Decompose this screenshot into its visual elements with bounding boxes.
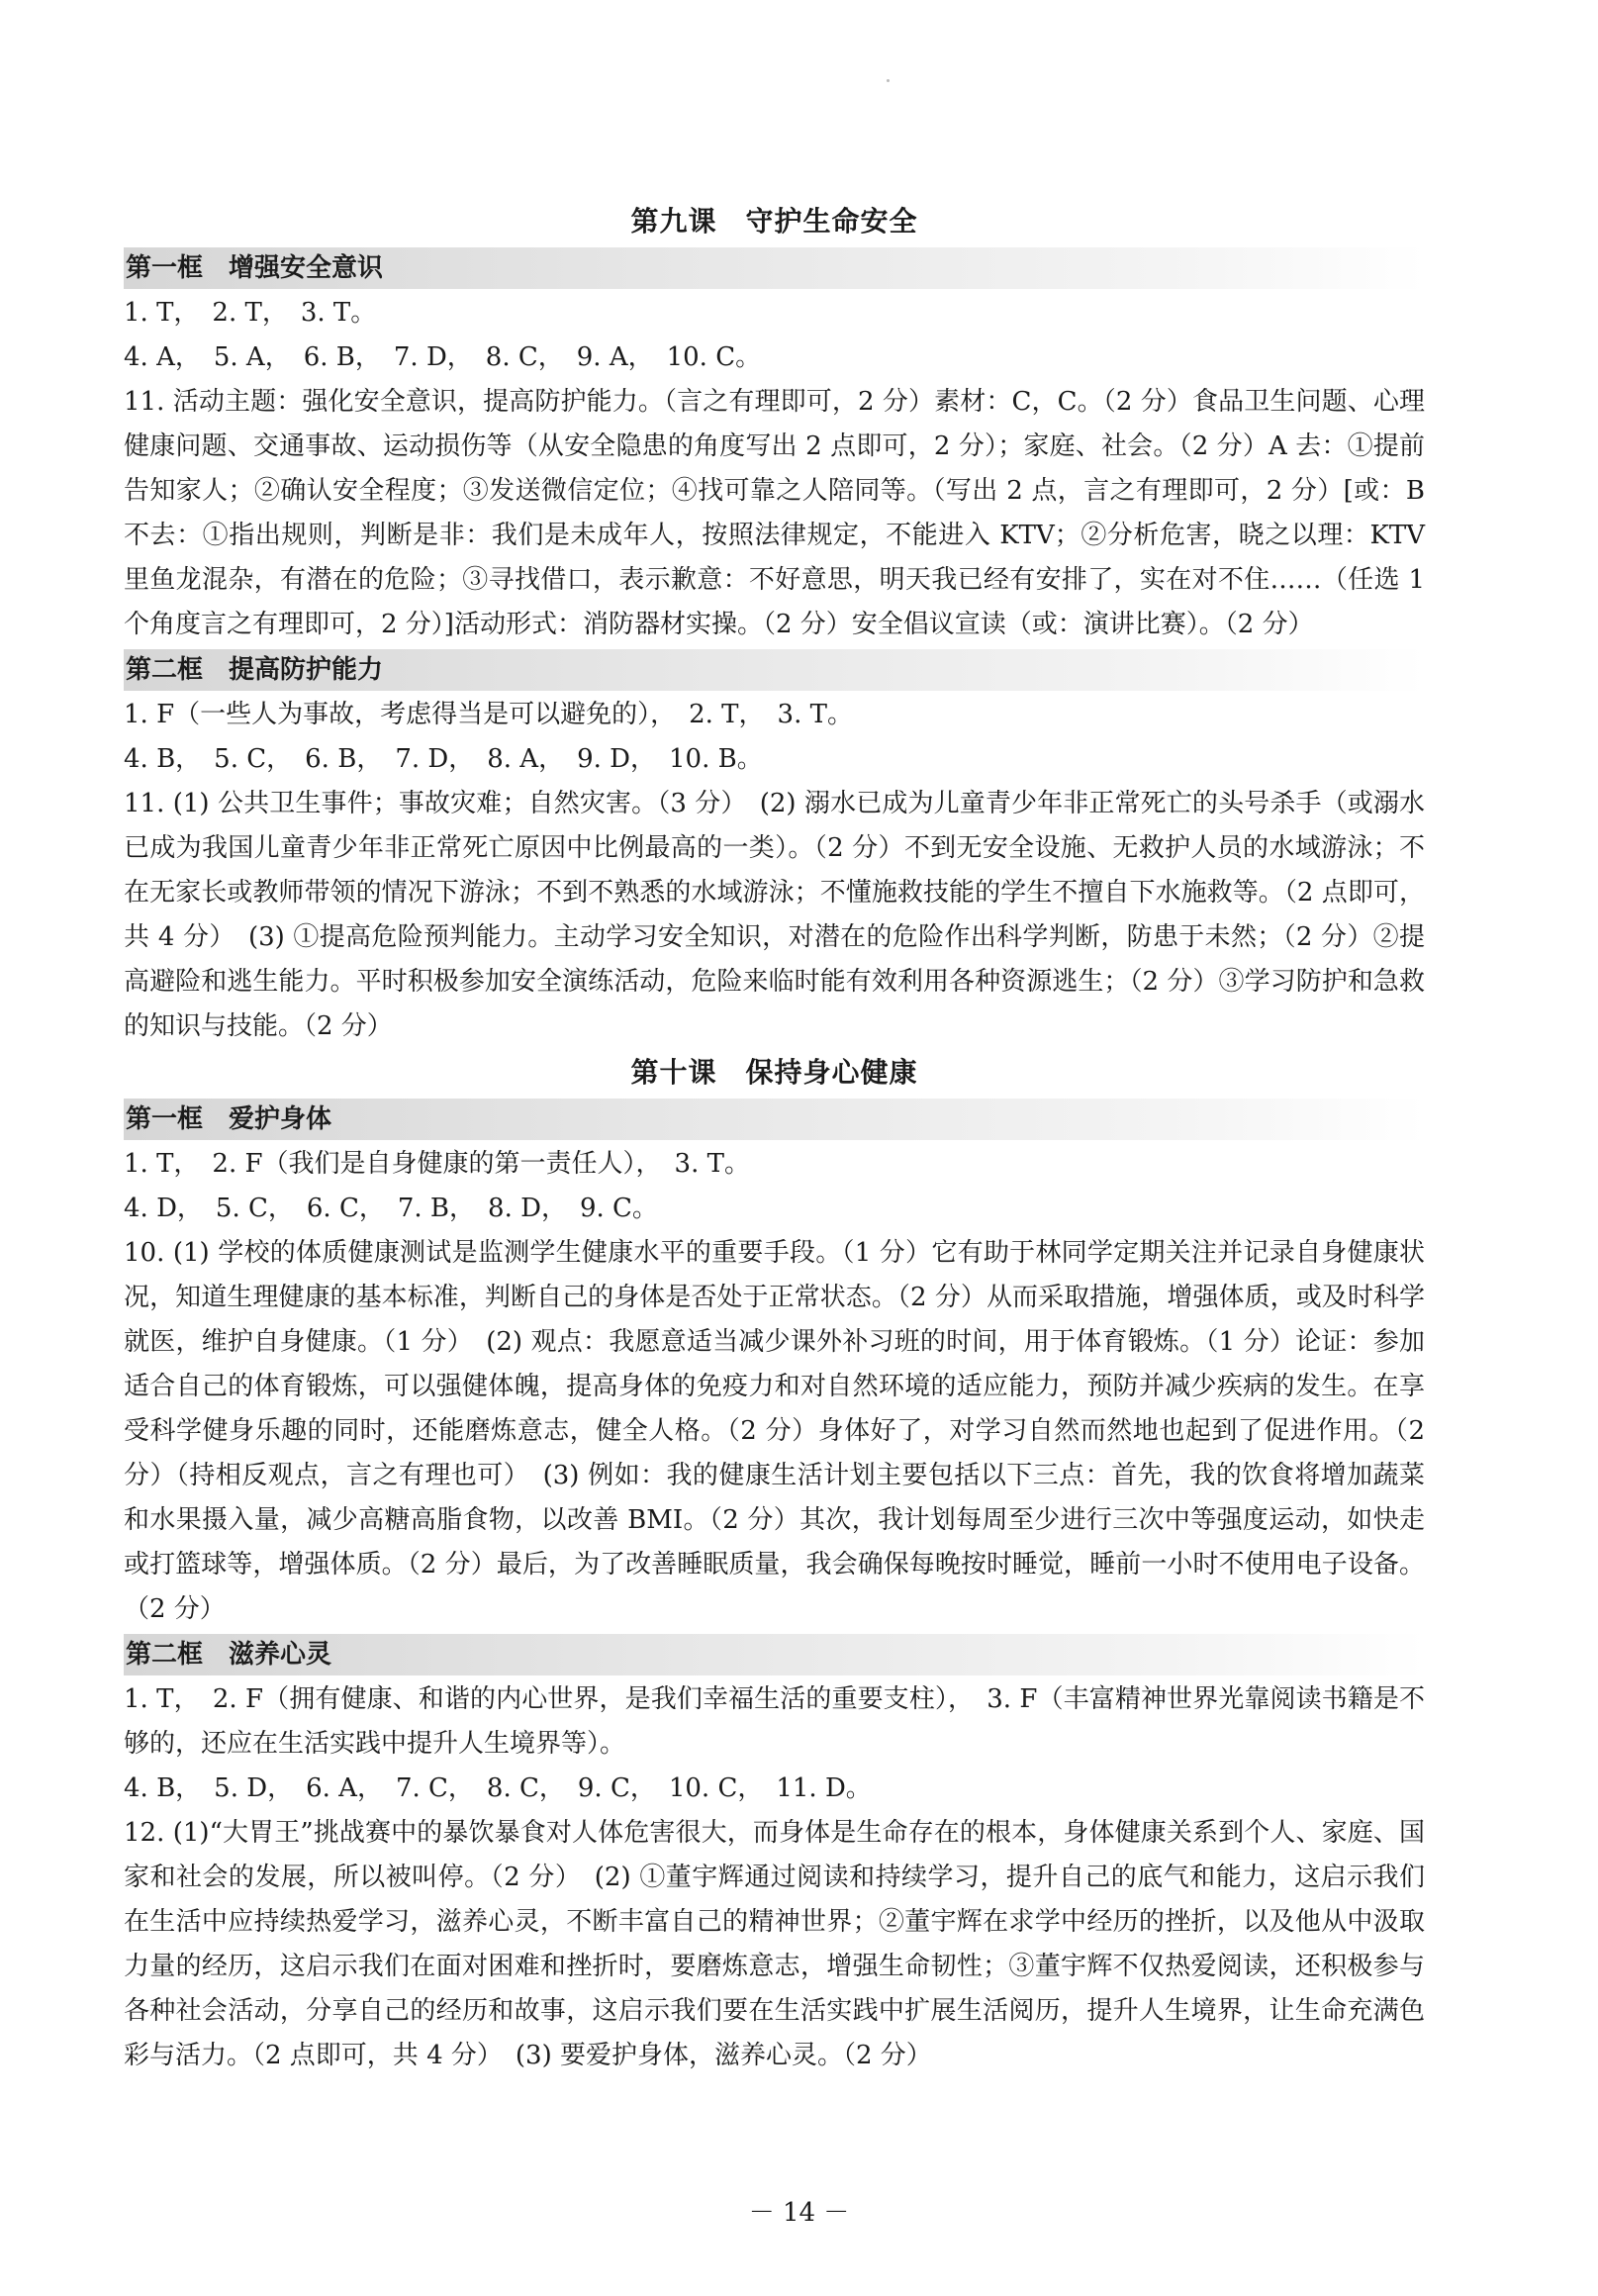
answer-paragraph: 10. (1) 学校的体质健康测试是监测学生健康水平的重要手段。（1 分）它有助于林同学定期关注并记录自身健康状况，知道生理健康的基本标准，判断自己的身体是否处于正常状态。（2 分）从而采取措施，增强体质，或及时科学就医，维护自身健康。（1 分） (2) 观点：我愿意适当减少课外补习班的时间，用于体育锻炼。（1 分）论证：参加适合自己的体育锻炼，可以强健体魄，提高身体的免疫力和对自然环境的适应能力，预防并减少疾病的发生。在享受科学健身乐趣的同时，还能磨炼意志，健全人格。（2 分）身体好了，对学习自然而然地也起到了促进作用。（2 分）（持相反观点，言之有理也可） (3) 例如：我的健康生活计划主要包括以下三点：首先，我的饮食将增加蔬菜和水果摄入量，减少高糖高脂食物，以改善 BMI。（2 分）其次，我计划每周至少进行三次中等强度运动，如快走或打篮球等，增强体质。（2 分）最后，为了改善睡眠质量，我会确保每晚按时睡觉，睡前一小时不使用电子设备。（2 分） xyxy=(124,1238,1425,1624)
answer-line: 1. T， 2. F（我们是自身健康的第一责任人）， 3. T。 xyxy=(124,1149,750,1179)
answer-paragraph: 11. 活动主题：强化安全意识，提高防护能力。（言之有理即可，2 分）素材：C，C。（2 分）食品卫生问题、心理健康问题、交通事故、运动损伤等（从安全隐患的角度写出 2 点即可，2 分）；家庭、社会。（2 分）A 去：①提前告知家人；②确认安全程度；③发送微信定位；④找可靠之人陪同等。（写出 2 点，言之有理即可，2 分）[或：B 不去：①指出规则，判断是非：我们是未成年人，按照法律规定，不能进入 KTV；②分析危害，晓之以理：KTV 里鱼龙混杂，有潜在的危险；③寻找借口，表示歉意：不好意思，明天我已经有安排了，实在对不住……（任选 1 个角度言之有理即可，2 分）]活动形式：消防器材实操。（2 分）安全倡议宣读（或：演讲比赛）。（2 分） xyxy=(124,387,1425,639)
lesson-10-title: 第十课 保持身心健康 xyxy=(630,1056,918,1089)
answer-line: 1. T， 2. T， 3. T。 xyxy=(124,298,377,328)
answer-paragraph: 1. T， 2. F（拥有健康、和谐的内心世界，是我们幸福生活的重要支柱）， 3. F（丰富精神世界光靠阅读书籍是不够的，还应在生活实践中提升人生境界等）。 xyxy=(124,1684,1425,1759)
answer-line: 1. F（一些人为事故，考虑得当是可以避免的）， 2. T， 3. T。 xyxy=(124,700,853,729)
lesson-9-section-1-title: 第一框 增强安全意识 xyxy=(124,247,1425,289)
lesson-10-section-1-title: 第一框 爱护身体 xyxy=(124,1099,1425,1140)
lesson-9-title: 第九课 守护生命安全 xyxy=(630,205,918,238)
answer-line: 4. B， 5. D， 6. A， 7. C， 8. C， 9. C， 10. C， 11. D。 xyxy=(124,1773,872,1803)
scan-speck xyxy=(887,79,890,82)
lesson-10-section-2-title: 第二框 滋养心灵 xyxy=(124,1634,1425,1675)
page-number: － 14 － xyxy=(748,2198,850,2228)
answer-paragraph: 12. (1)“大胃王”挑战赛中的暴饮暴食对人体危害很大，而身体是生命存在的根本，身体健康关系到个人、家庭、国家和社会的发展，所以被叫停。（2 分） (2) ①董宇辉通过阅读和持续学习，提升自己的底气和能力，这启示我们在生活中应持续热爱学习，滋养心灵，不断丰富自己的精神世界；②董宇辉在求学中经历的挫折，以及他从中汲取力量的经历，这启示我们在面对困难和挫折时，要磨炼意志，增强生命韧性；③董宇辉不仅热爱阅读，还积极参与各种社会活动，分享自己的经历和故事，这启示我们要在生活实践中扩展生活阅历，提升人生境界，让生命充满色彩与活力。（2 点即可，共 4 分） (3) 要爱护身体，滋养心灵。（2 分） xyxy=(124,1818,1425,2070)
lesson-9-section-2-title: 第二框 提高防护能力 xyxy=(124,649,1425,691)
answer-line: 4. A， 5. A， 6. B， 7. D， 8. C， 9. A， 10. C。 xyxy=(124,342,762,372)
answer-line: 4. D， 5. C， 6. C， 7. B， 8. D， 9. C。 xyxy=(124,1194,658,1223)
answer-paragraph: 11. (1) 公共卫生事件；事故灾难；自然灾害。（3 分） (2) 溺水已成为儿童青少年非正常死亡的头号杀手（或溺水已成为我国儿童青少年非正常死亡原因中比例最高的一类）。（2 分）不到无安全设施、无救护人员的水域游泳；不在无家长或教师带领的情况下游泳；不到不熟悉的水域游泳；不懂施救技能的学生不擅自下水施救等。（2 点即可，共 4 分） (3) ①提高危险预判能力。主动学习安全知识，对潜在的危险作出科学判断，防患于未然；（2 分）②提高避险和逃生能力。平时积极参加安全演练活动，危险来临时能有效利用各种资源逃生；（2 分）③学习防护和急救的知识与技能。（2 分） xyxy=(124,789,1425,1041)
answer-page xyxy=(124,198,1425,2078)
answer-line: 4. B， 5. C， 6. B， 7. D， 8. A， 9. D， 10. B。 xyxy=(124,744,763,774)
